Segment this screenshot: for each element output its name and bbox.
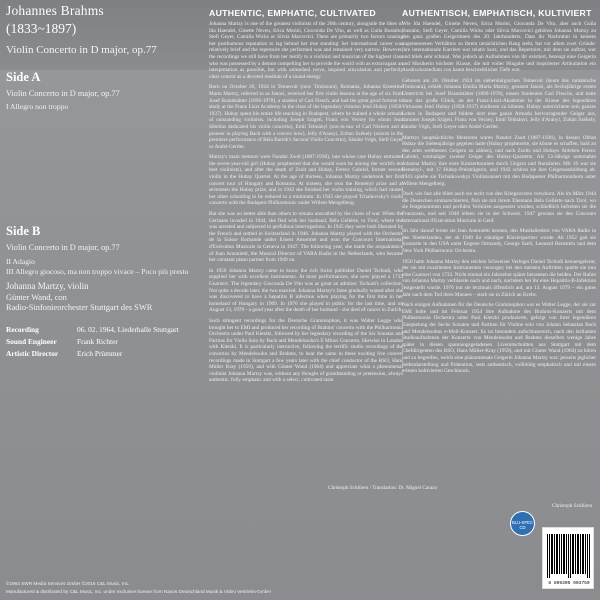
performer-soloist: Johanna Martzy, violin [6, 281, 89, 291]
german-paragraph: Martzys hauptsächliche Mentoren waren Nandor Zsolt (1887-1936), in dessen Obhut Hubay die Siebenjährige gegeben hatte (Hubay prophezeite, sie könne es schaffen, bald zu den zehn weltbesten Geigern zu zählen), und nach Zsolts und Hubays Ableben Ferenc Gabriel, vormaliger zweiter Geiger des Hubay-Quartetts. Als 13-Jährige unternahm Johanna Martzy ihre erste Konzerttournee durch Ungarn und Rumänien. Mit 16 war sie Reményi-, mit 17 Hubay-Preisträgerin, und 1942 schloss sie ihre Geigenausbildung ab. 1943 spielte sie Tschaikowskys Violinkonzert mit den Budapester Philharmonikern unter Willem Mengelberg. [402, 134, 596, 187]
side-a-movement: I Allegro non troppo [6, 102, 69, 111]
german-paragraph: Wie Ida Haendel, Ginette Neveu, Erica Morini, Gioconda De Vito, aber auch Guila Bustabo, Stefi Geyer, Camilla Wicks oder Silvia Marcovici gehören Johanna Martzy zu den ganz großen Geigerinnen des 20. Jahrhunderts. Dass ihr Nachruhm in keinem angemessenen Verhältnis zu ihrem tatsächlichen Rang steht, hat vor allem zwei Gründe: ihre internationale Karriere war relativ kurz, und das Repertoire, mit dem sie auftrat, war und blieb sehr schmal. Was jedoch an Aufnahmen von ihr existiert, bezeugt eine Geigerin und Musikerin höchster Klasse, die mit voller Hingabe und inspirierter Artikulation ein Ausdrucksmedium von kaum beschreiblicher Tiefe war. [402, 21, 596, 74]
footer-license: Manufactured & distributed by C&L Music, Inc. under exclusive license from Naxos Deutschland Musik & Video Vertriebs-GmbH [6, 589, 271, 594]
work-title: Violin Concerto in D major, op.77 [6, 44, 157, 56]
performer-conductor: Günter Wand, con [6, 293, 67, 302]
english-notes [209, 21, 403, 388]
title-block [6, 2, 196, 56]
german-notes [402, 21, 596, 379]
english-paragraph: Johanna Martzy is one of the greatest violinists of the 20th century, alongside the likes of Ida Haendel, Ginette Neveu, Erica Morini, Gioconda De Vito, as well as Guila Bustabo, Stefi Geyer, Camilla Wicks or Silvia Marcovici. There are primarily two factors causing her posthumous reputation to lag behind her true standing: her international career was relatively brief and the repertoire she performed was and remained very narrow. However, the recordings we still have from her testify to a violinist and musician of the highest class who was possessed by a demon compelling her to provide the world with as extravagant an interpretation as possible, but with unleashed verve, inspired articulation and perfectly clear control as a devoted medium of a sound energy. [209, 21, 403, 80]
credit-value: Erich Prümmer [77, 349, 123, 358]
blu-spec-sticker [510, 511, 535, 536]
english-paragraph: But she was no better able than others to remain unscathed by the chaos of war. When the Germans invaded in 1944, she fled with her husband, Béla Gellérte, to Tirol, where she was arrested and subjected to perfidious interrogations. In 1945 they were both liberated by the French and settled in Switzerland in 1946. Johanna Martzy played with the Orchestre de la Suisse Romande under Ernest Ansermet and won the Concours International d'Exécution Musicale in Geneva in 1947. The following year, she made the acquaintance of Joan Antonietti, the Musical Director of VARA Radio in the Netherlands, who became her constant piano partner from 1949 on. [209, 211, 403, 264]
side-a-work: Violin Concerto in D major, op.77 [6, 89, 120, 98]
german-paragraph: Im Jahr darauf lernte sie Jean Antonietti kennen, den Musikdirektor von VARA Radio in den Niederlanden, der ab 1949 ihr ständiger Klavierpartner wurde. Ab 1952 gab sie Konzerte in den USA unter Eugene Ormandy, George Szell, Leonard Bernstein und dem New York Philharmonic Orchestra. [402, 228, 596, 254]
german-paragraph: Nach einigen Aufnahmen für die Deutsche Grammophon war es Walter Legge, der sie zur EMI holte und im Februar 1954 ihre Aufnahme des Brahms-Konzerts mit dem Philharmonia Orchestra unter Paul Kletzki produzierte, gefolgt von ihrer legendären Einspielung der Sechs Sonaten und Partiten für Violine solo von Johann Sebastian Bach und Mendelssohns e-Moll-Konzert. Es ist besonders aufschlussreich, nach den brillanten Studioaufnahmen der Konzerte von Mendelssohn und Brahms dieselben wenige Jahre später in diesen spannungsgeladenen Livemitschnitten aus Stuttgart mit dem Chefdirigenten des RSO, Hans Müller-Kray (1959), und mit Günter Wand (1964) zu hören und zu begreifen, welch eine phänomenale Geigerin Johanna Martzy war: jenseits jeglicher Selbstdarstellung und Prätention, stets authentisch, vollblütig emphatisch und mit einem erlesen kultivierten Geschmack. [402, 302, 596, 375]
sticker-line-2: CD [519, 525, 526, 530]
english-paragraph: In 1950 Johanna Martzy came to know the rich Swiss publisher Daniel Tschudi, who supplied her with excellent instruments. At most performances, she now played a 1733 Guarneri. The legendary Gioconda De Vito was as great an admirer. Tschudi's collection. Not quite a decade later, the two married. Johanna Martzy's fame gradually waned after she was discovered to have a hepatitis B infection when playing for the first time in her homeland of Hungary in 1969. In 1976 she played in public for the last time, and on August 13, 1979 - a good year after the death of her husband - she died of cancer in Zurich. [209, 267, 403, 314]
english-signature: Christoph Schlüren / Translation: Dr. Miguel Carazo [328, 485, 438, 491]
credit-label: Recording [6, 325, 39, 334]
credit-label: Artistic Director [6, 349, 59, 358]
side-a-heading: Side A [6, 70, 41, 84]
german-paragraph: 1950 hatte Johanna Martzy den reichen Schweizer Verleger Daniel Tschudi kennengelernt, der sie mit exzellenten Instrumenten versorgte; bei den meisten Auftritten spielte sie nun eine Guarneri von 1733. Nicht einmal ein Jahrzehnt später heirateten die beiden. Der Ruhm von Johanna Martzy verblasste nach und nach, nachdem bei ihr eine Hepatitis-B-Infektion festgestellt wurde. 1976 trat sie letztmals öffentlich auf, am 13. August 1979 – ein gutes Jahr nach dem Tod ihres Mannes – starb sie in Zürich an Krebs. [402, 258, 597, 298]
german-signature: Christoph Schlüren [552, 503, 593, 509]
side-b-heading: Side B [6, 224, 41, 238]
credit-value: Frank Richter [77, 337, 118, 346]
side-b-movement-2: III Allegro giocoso, ma non troppo vivace – Poco più presto [6, 267, 189, 276]
english-paragraph: Such stringent recordings for the Deutsche Grammophon, it was Walter Legge who brought her to EMI and produced her recording of Brahms' concerto with the Philharmonia Orchestra under Paul Kletzki, followed by her legendary recording of the Six Sonatas and Partitas for Violin Solo by Bach and Mendelssohn's E Minor Concerto, likewise in London with Kletzki. It is particularly instructive, following the terrific studio recordings of the concertos by Mendelssohn and Brahms, to hear the same in these exciting live concert recordings made in Stuttgart a few years later with the chief conductor of the RSO, Hans Müller Kray (1959), and with Günter Wand (1964) and appreciate what a phenomenal violinist Johanna Martzy was, without any thought of grandstanding or pretension, always authentic, fully emphatic and with a select, cultivated taste. [209, 317, 403, 384]
german-paragraph: Doch wie fast alle blieb auch sie nicht von den Kriegswirren verschont. Als im März 1944 die Deutschen einmarschierten, floh sie mit ihrem Ehemann Béla Gellérte nach Tirol, wo sie festgenommen und perfiden Verhören ausgesetzt wurden; schließlich befreiten sie die Franzosen, und seit 1946 lebten sie in der Schweiz. 1947 gewann sie den Concours International d'Exécution Musicale in Genf. [402, 191, 596, 224]
english-paragraph: Born on October 26, 1924 in Temesvár (now Timisoara), Romania, Johanna Ernestine Marta Martzy, referred to as Janosi, received her first violin lessons at the age of six from Josef Brandstätter (1896-1978), a student of Carl Flesch, and had the great good fortune to study at the Franz Liszt Academy in the class of the legendary virtuoso Jenő Hubay (1858-1937). Hubay spent his entire life teaching in Budapest, where he trained a whole armada of outstanding violinists, including Joseph Szigeti, Franz von Vecsey (to whom Jean Sibelius dedicated his violin concerto), Emil Telmányi (son-in-law of Carl Nielsen and a pioneer in playing Bach with a convex bow), Jelly d'Aranyi, Zoltan Székely (soloist in the premiere performance of Béla Bartók's Second Violin Concerto), Sándor Végh, Stefi Geyer or André Gertler. [209, 84, 403, 150]
credit-recording [6, 324, 179, 336]
credit-value: 06. 02. 1964, Liederhalle Stuttgart [77, 325, 179, 334]
footer-copyright: ©1964 SWR Media Services GmbH ©2016 C&L Music, Inc. [6, 581, 130, 586]
side-b-work: Violin Concerto in D major, op.77 [6, 243, 120, 252]
barcode-bars-icon [547, 534, 591, 578]
english-paragraph: Martzy's main mentors were Nandor Zsolt (1887-1936), into whose care Hubay entrusted the seven-year-old girl (Hubay prophesied that she would soon be among the world's ten best violinists), and after the death of Zsolt and Hubay, Ferenc Gabriel, former second violin in the Hubay Quartet. At the age of thirteen, Johanna Martzy undertook her first concert tour of Hungary and Romania. At sixteen, she won the Reményi prize and at seventeen the Hubay prize, and in 1942 she finished her violin training, which had caused her other schooling to be reduced to a minimum. In 1943 she played Tchaikovsky's violin concerto with the Budapest Philharmonic under Willem Mengelberg. [209, 154, 403, 207]
side-b-movement-1: II Adagio [6, 257, 35, 266]
german-heading: AUTHENTISCH, EMPHATISCH, KULTIVIERT [402, 8, 592, 18]
composer-dates: (1833~1897) [6, 21, 77, 36]
composer-name: Johannes Brahms [6, 3, 104, 18]
performer-orchestra: Radio-Sinfonieorchester Stuttgart des SWR [6, 303, 153, 312]
sticker-line-1: BLU-SPEC [512, 520, 533, 525]
credit-sound-engineer [6, 336, 118, 348]
english-heading: AUTHENTIC, EMPHATIC, CULTIVATED [209, 8, 376, 18]
credit-artistic-director [6, 348, 122, 360]
barcode [542, 527, 594, 589]
credit-label: Sound Engineer [6, 337, 57, 346]
german-paragraph: Geboren am 26. Oktober 1924 im siebenbürgischen Temesvár (heute das rumänische Timisoara), erhielt Johanna Emilia Maria Martzy, genannt Janosi, als Sechsjährige ersten Unterricht bei Josef Brandstätter (1896-1978), einem Studenten Carl Fleschs, und hatte dann das große Glück, an der Franz-Liszt-Akademie in der Klasse des legendären Virtuosen Jenő Hubay (1858-1937) studieren zu können. Hubay unterrichtete sein ganzes Leben in Budapest und bildete dort eine ganze Armada hervorragender Geiger aus, darunter Joseph Szigeti, Franz von Vecsey, Emil Telmányi, Jelly d'Arányi, Zoltán Székely, Sándor Végh, Stefi Geyer oder André Gertler. [402, 77, 596, 130]
barcode-number: 8 809305 903750 [548, 581, 590, 586]
